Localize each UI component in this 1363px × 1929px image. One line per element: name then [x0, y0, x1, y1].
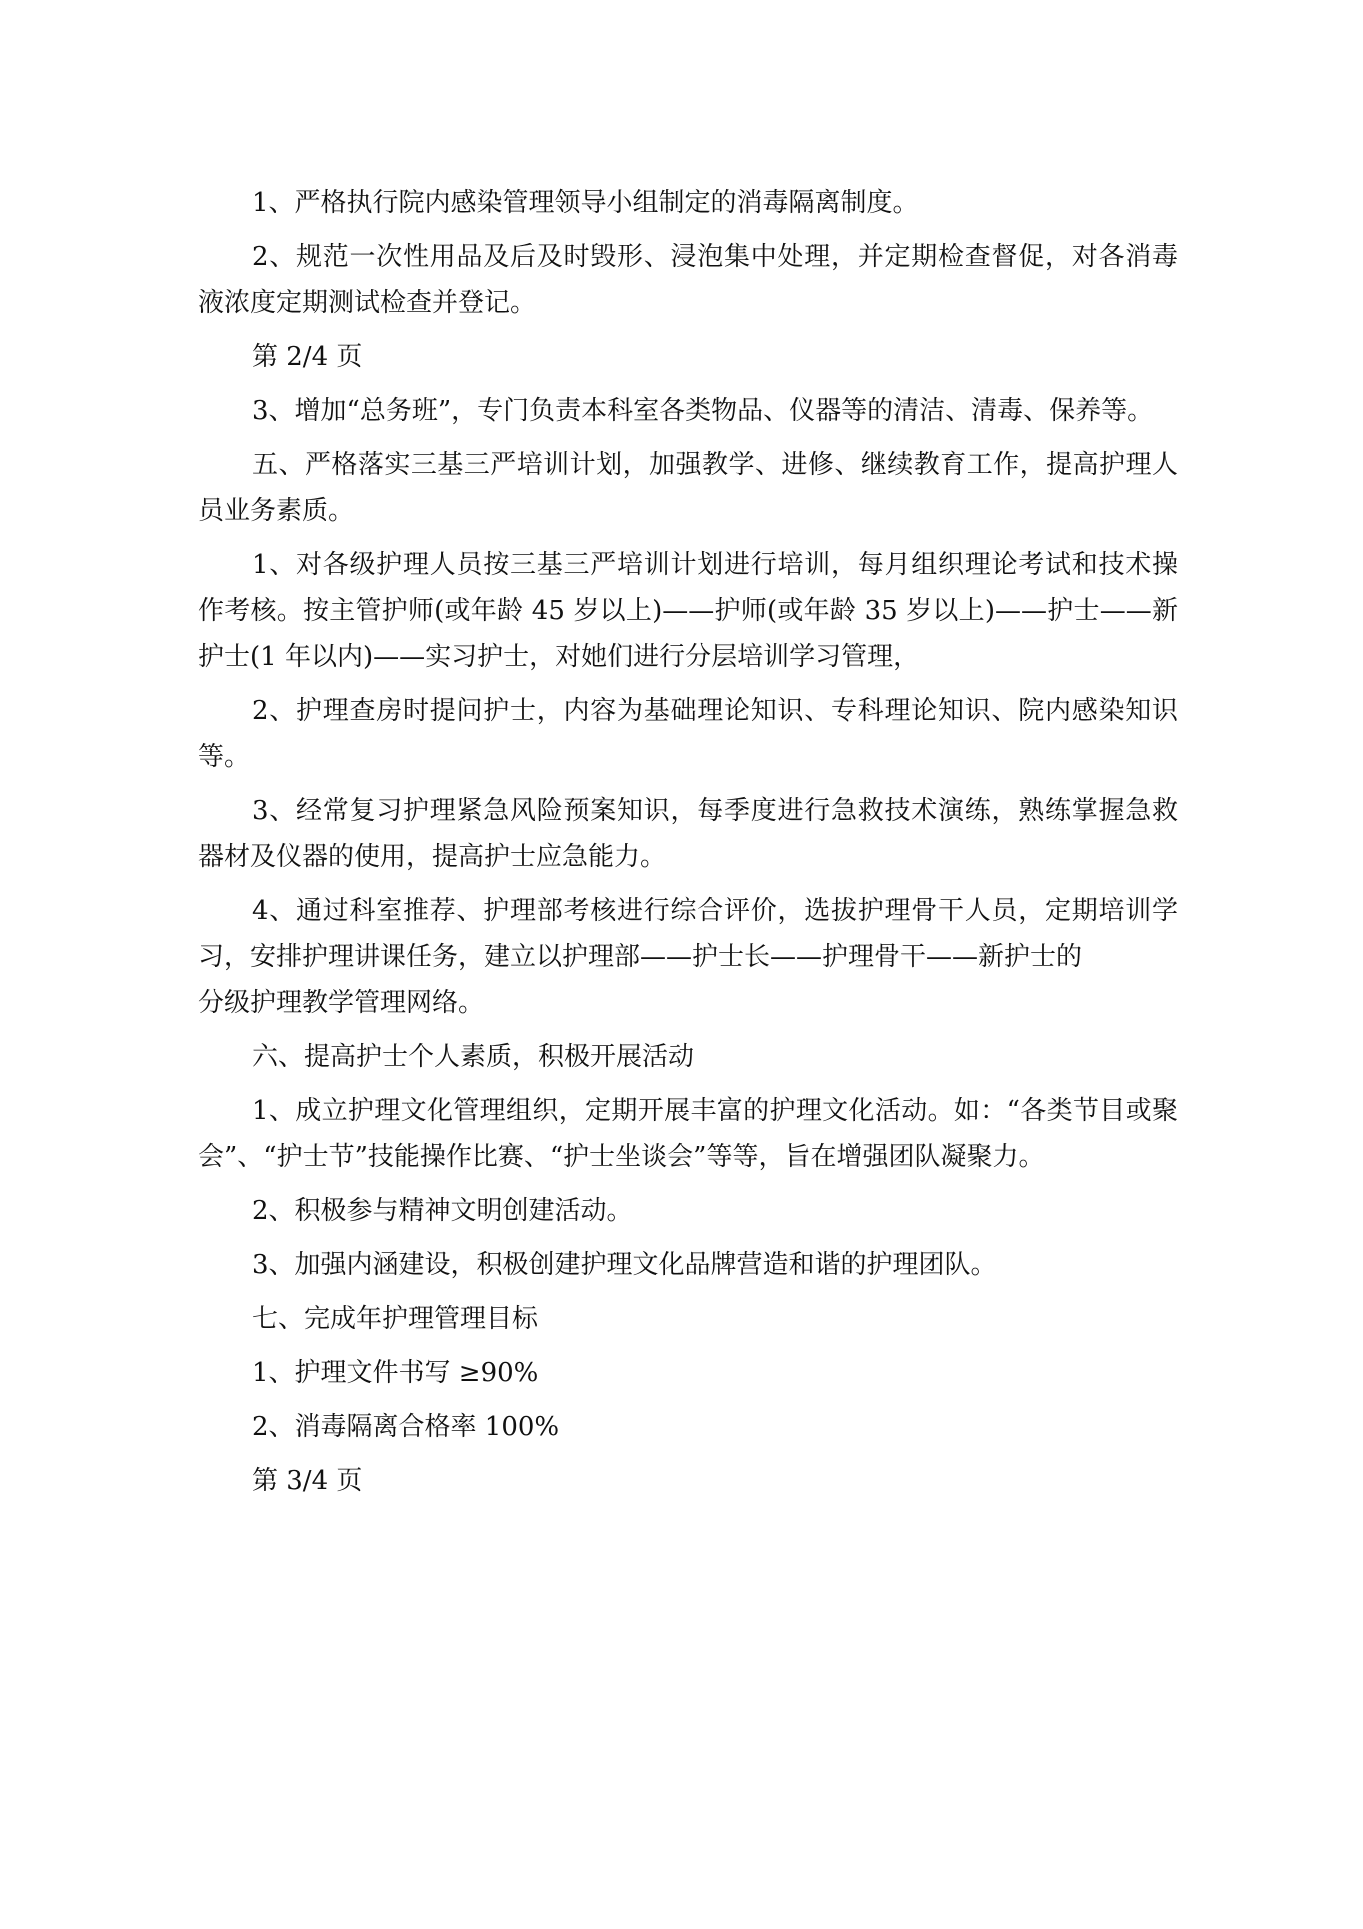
- paragraph: 2、积极参与精神文明创建活动。: [252, 1196, 633, 1226]
- paragraph: 1、成立护理文化管理组织，定期开展丰富的护理文化活动。如：“各类节目或聚会”、“护士节”技能操作比赛、“护士坐谈会”等等，旨在增强团队凝聚力。: [198, 1096, 1178, 1172]
- paragraph: 1、对各级护理人员按三基三严培训计划进行培训，每月组织理论考试和技术操作考核。按主管护师(或年龄 45 岁以上)——护师(或年龄 35 岁以上)——护士——新护士(1 年以内)——实习护士，对她们进行分层培训学习管理，: [198, 550, 1178, 672]
- paragraph: 1、严格执行院内感染管理领导小组制定的消毒隔离制度。: [252, 188, 919, 218]
- paragraph: 2、消毒隔离合格率 100%: [252, 1412, 560, 1442]
- paragraph: 2、护理查房时提问护士，内容为基础理论知识、专科理论知识、院内感染知识等。: [198, 696, 1178, 772]
- section-heading: 五、严格落实三基三严培训计划，加强教学、进修、继续教育工作，提高护理人员业务素质。: [198, 450, 1178, 526]
- document-body: [198, 180, 1178, 1512]
- paragraph: 3、加强内涵建设，积极创建护理文化品牌营造和谐的护理团队。: [252, 1250, 997, 1280]
- section-heading: 六、提高护士个人素质，积极开展活动: [252, 1042, 695, 1072]
- paragraph: 3、经常复习护理紧急风险预案知识，每季度进行急救技术演练，熟练掌握急救器材及仪器的使用，提高护士应急能力。: [198, 796, 1178, 872]
- section-heading: 七、完成年护理管理目标: [252, 1304, 539, 1334]
- paragraph: 2、规范一次性用品及后及时毁形、浸泡集中处理，并定期检查督促，对各消毒液浓度定期测试检查并登记。: [198, 242, 1178, 318]
- paragraph: 3、增加“总务班”，专门负责本科室各类物品、仪器等的清洁、清毒、保养等。: [252, 396, 1154, 426]
- page-number: 第 2/4 页: [252, 342, 363, 372]
- paragraph: 1、护理文件书写 ≥90%: [252, 1358, 539, 1388]
- paragraph: 分级护理教学管理网络。: [198, 988, 485, 1018]
- paragraph: 4、通过科室推荐、护理部考核进行综合评价，选拔护理骨干人员，定期培训学习，安排护理讲课任务，建立以护理部——护士长——护理骨干——新护士的: [198, 896, 1178, 972]
- page-number: 第 3/4 页: [252, 1466, 363, 1496]
